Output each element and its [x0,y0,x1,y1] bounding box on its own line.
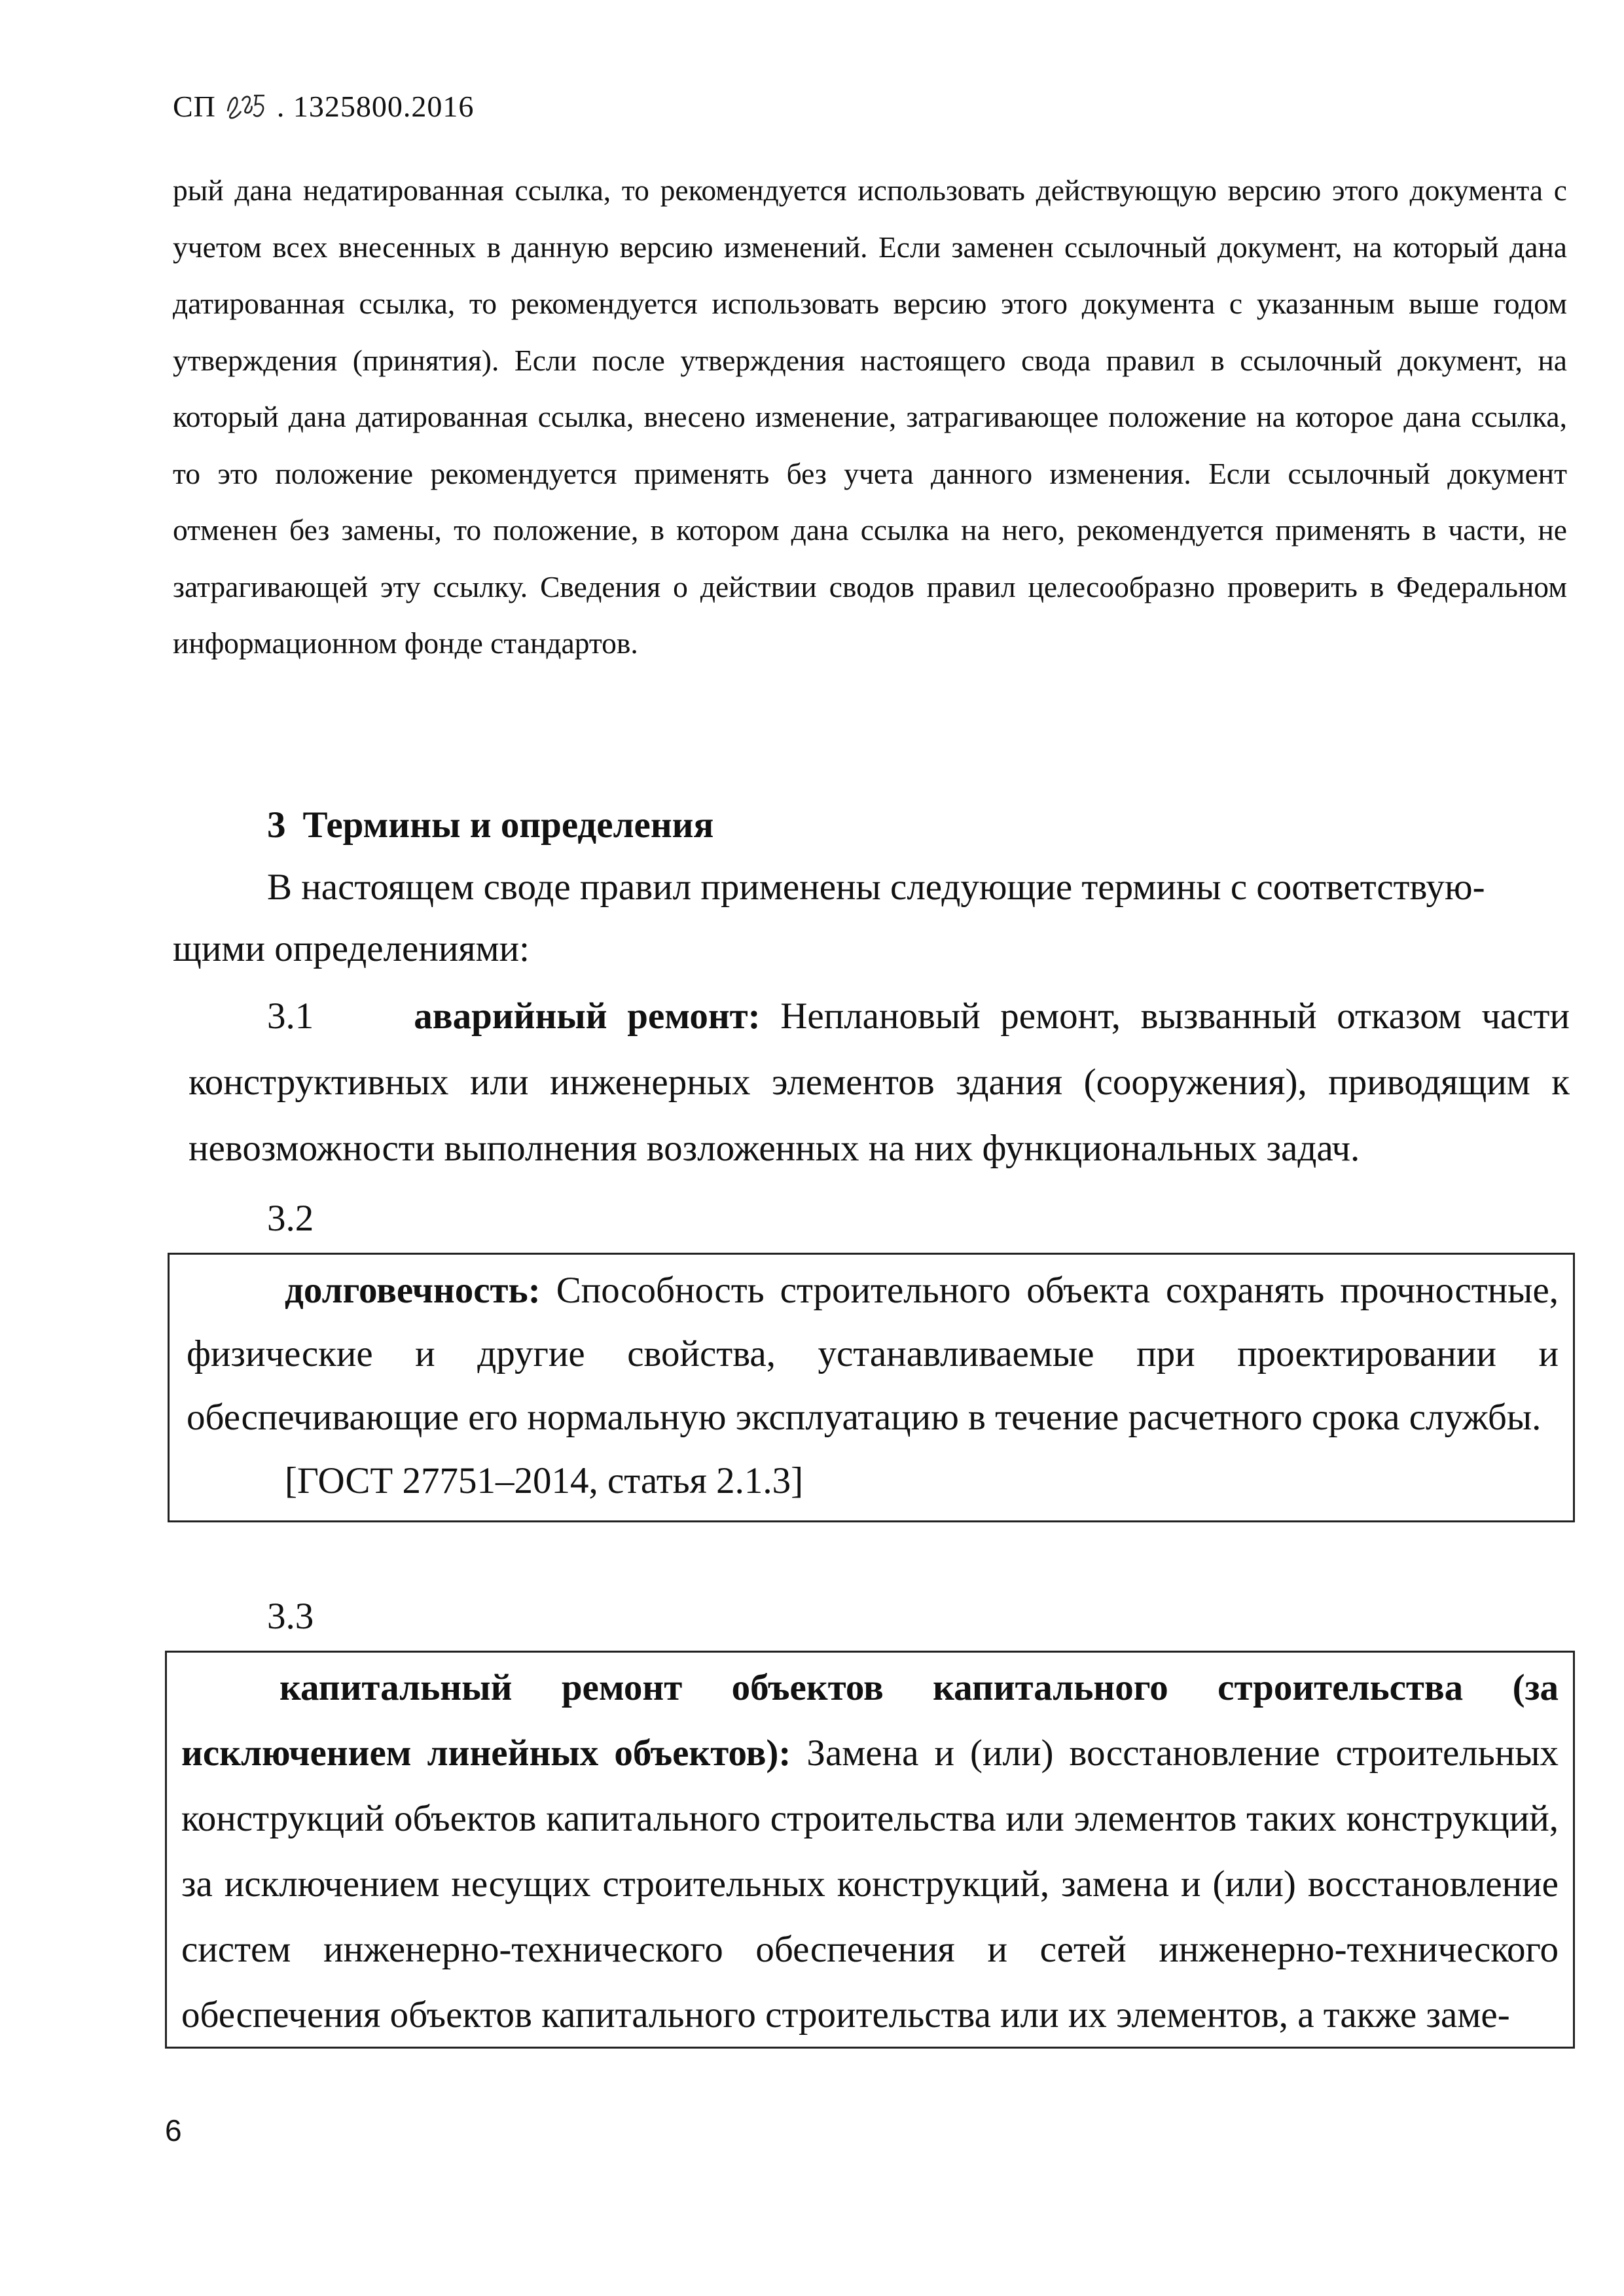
term-3-2-number: 3.2 [267,1198,314,1239]
section-intro-line-1: В настоящем своде правил применены следующие термины с соответствую- [267,867,1485,908]
section-number: 3 [267,804,286,846]
continuation-text: рый дана недатированная ссылка, то рекомендуется использовать действующую версию этого документа с учетом всех внесенных в данную версию изменений. Если заменен ссылочный документ, на который дана датированная ссылка, то рекомендуется использовать версию этого документа с указанным выше годом утверждения (принятия). Если после утверждения настоящего свода правил в ссылочный документ, на который дана датированная ссылка, внесено изменение, затрагивающее положение на которое дана ссылка, то это положение рекомендуется применять без учета данного изменения. Если ссылочный документ отменен без замены, то положение, в котором дана ссылка на него, рекомендуется применять в части, не затрагивающей эту ссылку. Сведения о действии сводов правил целесообразно проверить в Федеральном информационном фонде стандартов. [173,173,1567,660]
section-intro-line-2: щими определениями: [173,928,530,969]
term-3-1-name: аварийный ремонт: [414,996,761,1037]
header-suffix: . 1325800.2016 [276,90,475,123]
term-3-3-definition: Замена и (или) восстановление строительных конструкций объектов капитального строительства или элементов таких конструкций, за исключением несущих строительных конструкций, замена и (или) восстановление систем инженерно-технического обеспечения и сетей инженерно-технического обеспечения объектов капитального строительства или их элементов, а также заме- [181,1732,1559,2036]
term-3-1 [189,983,1570,1181]
section-heading [267,804,713,846]
term-3-2-definition: Способность строительного объекта сохранять прочностные, физические и другие свойства, устанавливаемые при проектировании и обеспечивающие его нормальную эксплуатацию в течение расчетного срока службы. [187,1270,1559,1438]
term-3-1-number: 3.1 [267,996,314,1037]
running-header [173,89,474,124]
term-3-3-number: 3.3 [267,1596,314,1637]
term-3-1-definition: Неплановый ремонт, вызванный отказом части конструктивных или инженерных элементов здания (сооружения), приводящим к невозможности выполнения возложенных на них функциональных задач. [189,996,1570,1169]
term-3-3-content [181,1655,1559,2048]
term-3-3-name: капитальный ремонт объектов капитального строительства (за исключением линейных объектов): [181,1667,1559,1774]
term-3-2-content [187,1259,1559,1513]
handwritten-number [224,92,268,120]
term-3-3-box [165,1651,1575,2049]
page-number: 6 [165,2113,182,2147]
term-3-2-box [168,1253,1575,1522]
header-prefix: СП [173,90,216,123]
term-3-2-name: долговечность: [285,1270,541,1311]
term-3-2-source: [ГОСТ 27751–2014, статья 2.1.3] [285,1460,804,1501]
continuation-paragraph [173,162,1567,672]
section-title: Термины и определения [302,804,714,846]
